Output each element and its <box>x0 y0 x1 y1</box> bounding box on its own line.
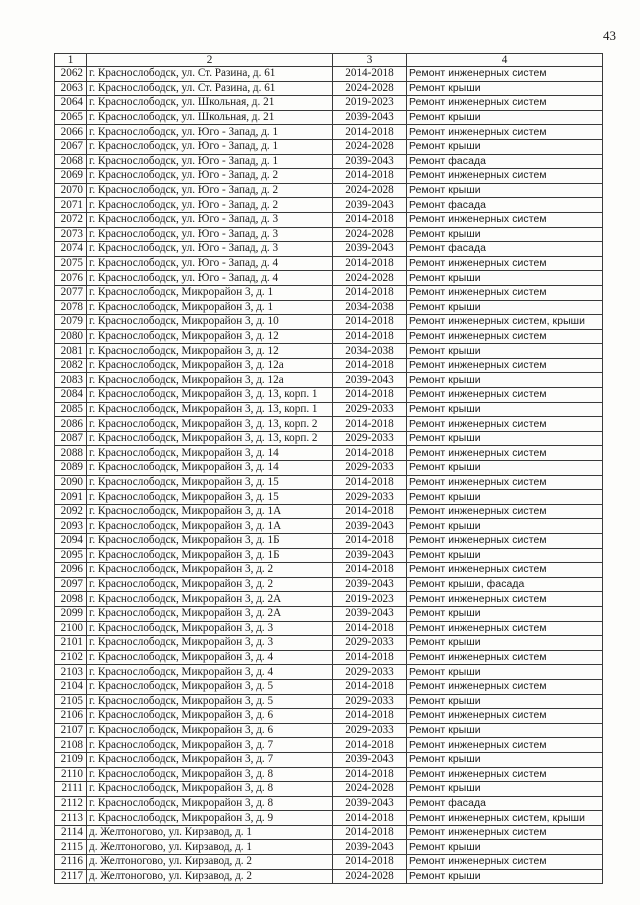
period-cell: 2029-2033 <box>333 694 407 709</box>
table-row <box>55 548 603 563</box>
address-cell: г. Краснослободск, Микрорайон 3, д. 9 <box>87 811 333 826</box>
work-type-cell: Ремонт инженерных систем <box>407 504 603 519</box>
row-number: 2084 <box>55 388 87 403</box>
row-number: 2100 <box>55 621 87 636</box>
address-cell: г. Краснослободск, Микрорайон 3, д. 1А <box>87 519 333 534</box>
row-number: 2069 <box>55 169 87 184</box>
work-type-cell: Ремонт крыши <box>407 300 603 315</box>
table-row <box>55 373 603 388</box>
work-type-cell: Ремонт инженерных систем <box>407 388 603 403</box>
period-cell: 2019-2023 <box>333 592 407 607</box>
address-cell: г. Краснослободск, ул. Школьная, д. 21 <box>87 96 333 111</box>
period-cell: 2014-2018 <box>333 767 407 782</box>
table-row <box>55 169 603 184</box>
row-number: 2099 <box>55 606 87 621</box>
address-cell: г. Краснослободск, Микрорайон 3, д. 1Б <box>87 534 333 549</box>
work-type-cell: Ремонт крыши <box>407 548 603 563</box>
table-row <box>55 621 603 636</box>
work-type-cell: Ремонт инженерных систем <box>407 358 603 373</box>
row-number: 2105 <box>55 694 87 709</box>
period-cell: 2014-2018 <box>333 417 407 432</box>
table-row <box>55 198 603 213</box>
table-row <box>55 461 603 476</box>
work-type-cell: Ремонт инженерных систем <box>407 96 603 111</box>
address-cell: г. Краснослободск, Микрорайон 3, д. 2 <box>87 563 333 578</box>
period-cell: 2014-2018 <box>333 709 407 724</box>
row-number: 2112 <box>55 796 87 811</box>
period-cell: 2034-2038 <box>333 344 407 359</box>
period-cell: 2029-2033 <box>333 490 407 505</box>
row-number: 2093 <box>55 519 87 534</box>
work-type-cell: Ремонт крыши <box>407 869 603 884</box>
address-cell: г. Краснослободск, Микрорайон 3, д. 15 <box>87 490 333 505</box>
table-row <box>55 490 603 505</box>
address-cell: г. Краснослободск, ул. Школьная, д. 21 <box>87 110 333 125</box>
work-type-cell: Ремонт крыши <box>407 431 603 446</box>
period-cell: 2039-2043 <box>333 752 407 767</box>
row-number: 2103 <box>55 665 87 680</box>
table-row <box>55 840 603 855</box>
row-number: 2079 <box>55 315 87 330</box>
address-cell: г. Краснослободск, ул. Юго - Запад, д. 3 <box>87 212 333 227</box>
row-number: 2102 <box>55 650 87 665</box>
header-col-address: 2 <box>87 54 333 67</box>
address-cell: г. Краснослободск, Микрорайон 3, д. 13, корп. 1 <box>87 402 333 417</box>
work-type-cell: Ремонт инженерных систем <box>407 256 603 271</box>
row-number: 2101 <box>55 636 87 651</box>
row-number: 2076 <box>55 271 87 286</box>
row-number: 2078 <box>55 300 87 315</box>
address-cell: г. Краснослободск, Микрорайон 3, д. 15 <box>87 475 333 490</box>
work-type-cell: Ремонт крыши <box>407 373 603 388</box>
work-type-cell: Ремонт крыши <box>407 490 603 505</box>
row-number: 2066 <box>55 125 87 140</box>
period-cell: 2014-2018 <box>333 534 407 549</box>
address-cell: г. Краснослободск, Микрорайон 3, д. 5 <box>87 679 333 694</box>
period-cell: 2014-2018 <box>333 855 407 870</box>
work-type-cell: Ремонт инженерных систем <box>407 855 603 870</box>
period-cell: 2039-2043 <box>333 548 407 563</box>
row-number: 2098 <box>55 592 87 607</box>
header-row <box>55 54 603 67</box>
row-number: 2111 <box>55 782 87 797</box>
row-number: 2081 <box>55 344 87 359</box>
address-cell: г. Краснослободск, ул. Юго - Запад, д. 3 <box>87 242 333 257</box>
table-header <box>55 54 603 67</box>
work-type-cell: Ремонт инженерных систем <box>407 285 603 300</box>
period-cell: 2029-2033 <box>333 665 407 680</box>
work-type-cell: Ремонт инженерных систем <box>407 67 603 82</box>
row-number: 2072 <box>55 212 87 227</box>
period-cell: 2024-2028 <box>333 139 407 154</box>
row-number: 2108 <box>55 738 87 753</box>
table-body <box>55 67 603 884</box>
table-row <box>55 869 603 884</box>
address-cell: г. Краснослободск, Микрорайон 3, д. 10 <box>87 315 333 330</box>
work-type-cell: Ремонт крыши, фасада <box>407 577 603 592</box>
table-row <box>55 475 603 490</box>
work-type-cell: Ремонт инженерных систем <box>407 417 603 432</box>
row-number: 2115 <box>55 840 87 855</box>
address-cell: г. Краснослободск, ул. Юго - Запад, д. 1 <box>87 154 333 169</box>
period-cell: 2014-2018 <box>333 621 407 636</box>
work-type-cell: Ремонт крыши <box>407 139 603 154</box>
address-cell: г. Краснослободск, Микрорайон 3, д. 12 <box>87 329 333 344</box>
table-row <box>55 665 603 680</box>
period-cell: 2024-2028 <box>333 81 407 96</box>
table-row <box>55 285 603 300</box>
work-type-cell: Ремонт крыши <box>407 81 603 96</box>
table-row <box>55 563 603 578</box>
address-cell: г. Краснослободск, Микрорайон 3, д. 6 <box>87 723 333 738</box>
period-cell: 2039-2043 <box>333 198 407 213</box>
work-type-cell: Ремонт крыши <box>407 227 603 242</box>
period-cell: 2014-2018 <box>333 738 407 753</box>
address-cell: г. Краснослободск, Микрорайон 3, д. 6 <box>87 709 333 724</box>
page-number: 43 <box>603 28 616 43</box>
period-cell: 2039-2043 <box>333 519 407 534</box>
period-cell: 2014-2018 <box>333 125 407 140</box>
row-number: 2110 <box>55 767 87 782</box>
table-row <box>55 577 603 592</box>
table-row <box>55 738 603 753</box>
address-cell: д. Желтоногово, ул. Кирзавод, д. 1 <box>87 825 333 840</box>
address-cell: г. Краснослободск, Микрорайон 3, д. 1 <box>87 300 333 315</box>
address-cell: г. Краснослободск, Микрорайон 3, д. 13, корп. 1 <box>87 388 333 403</box>
table-row <box>55 227 603 242</box>
period-cell: 2014-2018 <box>333 212 407 227</box>
table-row <box>55 825 603 840</box>
address-cell: г. Краснослободск, ул. Юго - Запад, д. 2 <box>87 169 333 184</box>
row-number: 2073 <box>55 227 87 242</box>
row-number: 2117 <box>55 869 87 884</box>
table-row <box>55 344 603 359</box>
work-type-cell: Ремонт крыши <box>407 271 603 286</box>
table-row <box>55 679 603 694</box>
address-cell: г. Краснослободск, ул. Ст. Разина, д. 61 <box>87 67 333 82</box>
period-cell: 2034-2038 <box>333 300 407 315</box>
row-number: 2070 <box>55 183 87 198</box>
period-cell: 2024-2028 <box>333 183 407 198</box>
work-type-cell: Ремонт крыши <box>407 344 603 359</box>
table-row <box>55 125 603 140</box>
table-row <box>55 358 603 373</box>
work-type-cell: Ремонт инженерных систем <box>407 169 603 184</box>
row-number: 2116 <box>55 855 87 870</box>
address-cell: г. Краснослободск, Микрорайон 3, д. 12 <box>87 344 333 359</box>
work-type-cell: Ремонт фасада <box>407 198 603 213</box>
work-type-cell: Ремонт инженерных систем <box>407 825 603 840</box>
table-row <box>55 534 603 549</box>
address-cell: г. Краснослободск, Микрорайон 3, д. 2А <box>87 606 333 621</box>
table-row <box>55 110 603 125</box>
table-row <box>55 782 603 797</box>
address-cell: д. Желтоногово, ул. Кирзавод, д. 1 <box>87 840 333 855</box>
table-row <box>55 96 603 111</box>
work-type-cell: Ремонт инженерных систем <box>407 475 603 490</box>
work-type-cell: Ремонт крыши <box>407 402 603 417</box>
address-cell: г. Краснослободск, Микрорайон 3, д. 8 <box>87 796 333 811</box>
header-col-number: 1 <box>55 54 87 67</box>
address-cell: г. Краснослободск, Микрорайон 3, д. 4 <box>87 650 333 665</box>
period-cell: 2029-2033 <box>333 431 407 446</box>
work-type-cell: Ремонт инженерных систем <box>407 212 603 227</box>
address-cell: г. Краснослободск, Микрорайон 3, д. 14 <box>87 461 333 476</box>
row-number: 2083 <box>55 373 87 388</box>
table-row <box>55 256 603 271</box>
address-cell: г. Краснослободск, Микрорайон 3, д. 8 <box>87 767 333 782</box>
work-type-cell: Ремонт крыши <box>407 752 603 767</box>
address-cell: г. Краснослободск, Микрорайон 3, д. 2 <box>87 577 333 592</box>
row-number: 2074 <box>55 242 87 257</box>
period-cell: 2014-2018 <box>333 679 407 694</box>
row-number: 2067 <box>55 139 87 154</box>
period-cell: 2014-2018 <box>333 388 407 403</box>
work-type-cell: Ремонт фасада <box>407 242 603 257</box>
period-cell: 2014-2018 <box>333 475 407 490</box>
table-row <box>55 431 603 446</box>
row-number: 2091 <box>55 490 87 505</box>
table-row <box>55 315 603 330</box>
row-number: 2086 <box>55 417 87 432</box>
row-number: 2068 <box>55 154 87 169</box>
row-number: 2071 <box>55 198 87 213</box>
work-type-cell: Ремонт инженерных систем, крыши <box>407 315 603 330</box>
address-cell: г. Краснослободск, Микрорайон 3, д. 8 <box>87 782 333 797</box>
table-row <box>55 242 603 257</box>
address-cell: г. Краснослободск, ул. Ст. Разина, д. 61 <box>87 81 333 96</box>
period-cell: 2039-2043 <box>333 606 407 621</box>
row-number: 2092 <box>55 504 87 519</box>
work-type-cell: Ремонт фасада <box>407 154 603 169</box>
work-type-cell: Ремонт инженерных систем <box>407 125 603 140</box>
period-cell: 2039-2043 <box>333 154 407 169</box>
address-cell: г. Краснослободск, Микрорайон 3, д. 1А <box>87 504 333 519</box>
row-number: 2097 <box>55 577 87 592</box>
period-cell: 2014-2018 <box>333 329 407 344</box>
address-cell: г. Краснослободск, Микрорайон 3, д. 3 <box>87 636 333 651</box>
table-row <box>55 752 603 767</box>
work-type-cell: Ремонт инженерных систем <box>407 621 603 636</box>
period-cell: 2014-2018 <box>333 563 407 578</box>
period-cell: 2024-2028 <box>333 271 407 286</box>
row-number: 2096 <box>55 563 87 578</box>
work-type-cell: Ремонт инженерных систем <box>407 534 603 549</box>
address-cell: г. Краснослободск, Микрорайон 3, д. 1Б <box>87 548 333 563</box>
period-cell: 2039-2043 <box>333 577 407 592</box>
period-cell: 2014-2018 <box>333 169 407 184</box>
address-cell: г. Краснослободск, Микрорайон 3, д. 1 <box>87 285 333 300</box>
work-type-cell: Ремонт крыши <box>407 840 603 855</box>
period-cell: 2014-2018 <box>333 67 407 82</box>
address-cell: г. Краснослободск, Микрорайон 3, д. 12а <box>87 358 333 373</box>
period-cell: 2014-2018 <box>333 315 407 330</box>
row-number: 2064 <box>55 96 87 111</box>
address-cell: г. Краснослободск, ул. Юго - Запад, д. 4 <box>87 271 333 286</box>
address-cell: г. Краснослободск, ул. Юго - Запад, д. 2 <box>87 183 333 198</box>
table-row <box>55 606 603 621</box>
table-row <box>55 796 603 811</box>
period-cell: 2019-2023 <box>333 96 407 111</box>
address-cell: г. Краснослободск, Микрорайон 3, д. 14 <box>87 446 333 461</box>
address-cell: г. Краснослободск, ул. Юго - Запад, д. 1 <box>87 139 333 154</box>
row-number: 2063 <box>55 81 87 96</box>
table-row <box>55 67 603 82</box>
table-row <box>55 636 603 651</box>
period-cell: 2024-2028 <box>333 227 407 242</box>
address-cell: г. Краснослободск, Микрорайон 3, д. 12а <box>87 373 333 388</box>
table-row <box>55 709 603 724</box>
address-cell: г. Краснослободск, Микрорайон 3, д. 4 <box>87 665 333 680</box>
work-type-cell: Ремонт крыши <box>407 636 603 651</box>
work-type-cell: Ремонт инженерных систем <box>407 650 603 665</box>
table-row <box>55 81 603 96</box>
period-cell: 2014-2018 <box>333 358 407 373</box>
period-cell: 2039-2043 <box>333 840 407 855</box>
period-cell: 2039-2043 <box>333 110 407 125</box>
table-row <box>55 650 603 665</box>
work-type-cell: Ремонт крыши <box>407 694 603 709</box>
row-number: 2075 <box>55 256 87 271</box>
row-number: 2087 <box>55 431 87 446</box>
period-cell: 2039-2043 <box>333 242 407 257</box>
row-number: 2088 <box>55 446 87 461</box>
period-cell: 2014-2018 <box>333 446 407 461</box>
table-row <box>55 855 603 870</box>
work-type-cell: Ремонт инженерных систем <box>407 446 603 461</box>
period-cell: 2014-2018 <box>333 285 407 300</box>
work-type-cell: Ремонт крыши <box>407 782 603 797</box>
work-type-cell: Ремонт инженерных систем <box>407 329 603 344</box>
row-number: 2107 <box>55 723 87 738</box>
address-cell: г. Краснослободск, ул. Юго - Запад, д. 4 <box>87 256 333 271</box>
work-type-cell: Ремонт инженерных систем <box>407 592 603 607</box>
period-cell: 2014-2018 <box>333 650 407 665</box>
repair-schedule-table <box>54 53 603 884</box>
row-number: 2104 <box>55 679 87 694</box>
table-row <box>55 139 603 154</box>
period-cell: 2014-2018 <box>333 504 407 519</box>
row-number: 2114 <box>55 825 87 840</box>
period-cell: 2024-2028 <box>333 869 407 884</box>
period-cell: 2039-2043 <box>333 373 407 388</box>
table-row <box>55 504 603 519</box>
work-type-cell: Ремонт инженерных систем <box>407 767 603 782</box>
table-row <box>55 300 603 315</box>
address-cell: г. Краснослободск, Микрорайон 3, д. 7 <box>87 752 333 767</box>
row-number: 2113 <box>55 811 87 826</box>
work-type-cell: Ремонт инженерных систем <box>407 679 603 694</box>
work-type-cell: Ремонт крыши <box>407 723 603 738</box>
row-number: 2065 <box>55 110 87 125</box>
address-cell: г. Краснослободск, Микрорайон 3, д. 5 <box>87 694 333 709</box>
table-row <box>55 592 603 607</box>
table-row <box>55 271 603 286</box>
table-row <box>55 811 603 826</box>
period-cell: 2029-2033 <box>333 402 407 417</box>
row-number: 2106 <box>55 709 87 724</box>
row-number: 2085 <box>55 402 87 417</box>
address-cell: д. Желтоногово, ул. Кирзавод, д. 2 <box>87 855 333 870</box>
table-row <box>55 183 603 198</box>
address-cell: д. Желтоногово, ул. Кирзавод, д. 2 <box>87 869 333 884</box>
address-cell: г. Краснослободск, Микрорайон 3, д. 13, корп. 2 <box>87 431 333 446</box>
address-cell: г. Краснослободск, Микрорайон 3, д. 13, корп. 2 <box>87 417 333 432</box>
table-row <box>55 767 603 782</box>
work-type-cell: Ремонт инженерных систем <box>407 709 603 724</box>
period-cell: 2029-2033 <box>333 636 407 651</box>
row-number: 2109 <box>55 752 87 767</box>
row-number: 2094 <box>55 534 87 549</box>
address-cell: г. Краснослободск, Микрорайон 3, д. 7 <box>87 738 333 753</box>
work-type-cell: Ремонт крыши <box>407 110 603 125</box>
table-row <box>55 402 603 417</box>
table-row <box>55 694 603 709</box>
table-row <box>55 446 603 461</box>
period-cell: 2014-2018 <box>333 811 407 826</box>
table-row <box>55 388 603 403</box>
row-number: 2080 <box>55 329 87 344</box>
table-row <box>55 212 603 227</box>
address-cell: г. Краснослободск, Микрорайон 3, д. 3 <box>87 621 333 636</box>
work-type-cell: Ремонт крыши <box>407 665 603 680</box>
row-number: 2062 <box>55 67 87 82</box>
work-type-cell: Ремонт крыши <box>407 183 603 198</box>
work-type-cell: Ремонт инженерных систем <box>407 738 603 753</box>
period-cell: 2014-2018 <box>333 825 407 840</box>
period-cell: 2039-2043 <box>333 796 407 811</box>
row-number: 2077 <box>55 285 87 300</box>
work-type-cell: Ремонт фасада <box>407 796 603 811</box>
period-cell: 2024-2028 <box>333 782 407 797</box>
row-number: 2089 <box>55 461 87 476</box>
work-type-cell: Ремонт крыши <box>407 519 603 534</box>
work-type-cell: Ремонт крыши <box>407 461 603 476</box>
address-cell: г. Краснослободск, ул. Юго - Запад, д. 3 <box>87 227 333 242</box>
header-col-work: 4 <box>407 54 603 67</box>
header-col-period: 3 <box>333 54 407 67</box>
work-type-cell: Ремонт крыши <box>407 606 603 621</box>
table-row <box>55 519 603 534</box>
address-cell: г. Краснослободск, ул. Юго - Запад, д. 2 <box>87 198 333 213</box>
table-row <box>55 329 603 344</box>
row-number: 2082 <box>55 358 87 373</box>
period-cell: 2029-2033 <box>333 461 407 476</box>
work-type-cell: Ремонт инженерных систем, крыши <box>407 811 603 826</box>
period-cell: 2014-2018 <box>333 256 407 271</box>
address-cell: г. Краснослободск, ул. Юго - Запад, д. 1 <box>87 125 333 140</box>
address-cell: г. Краснослободск, Микрорайон 3, д. 2А <box>87 592 333 607</box>
work-type-cell: Ремонт инженерных систем <box>407 563 603 578</box>
row-number: 2090 <box>55 475 87 490</box>
period-cell: 2029-2033 <box>333 723 407 738</box>
table-row <box>55 154 603 169</box>
table-row <box>55 723 603 738</box>
table-row <box>55 417 603 432</box>
row-number: 2095 <box>55 548 87 563</box>
